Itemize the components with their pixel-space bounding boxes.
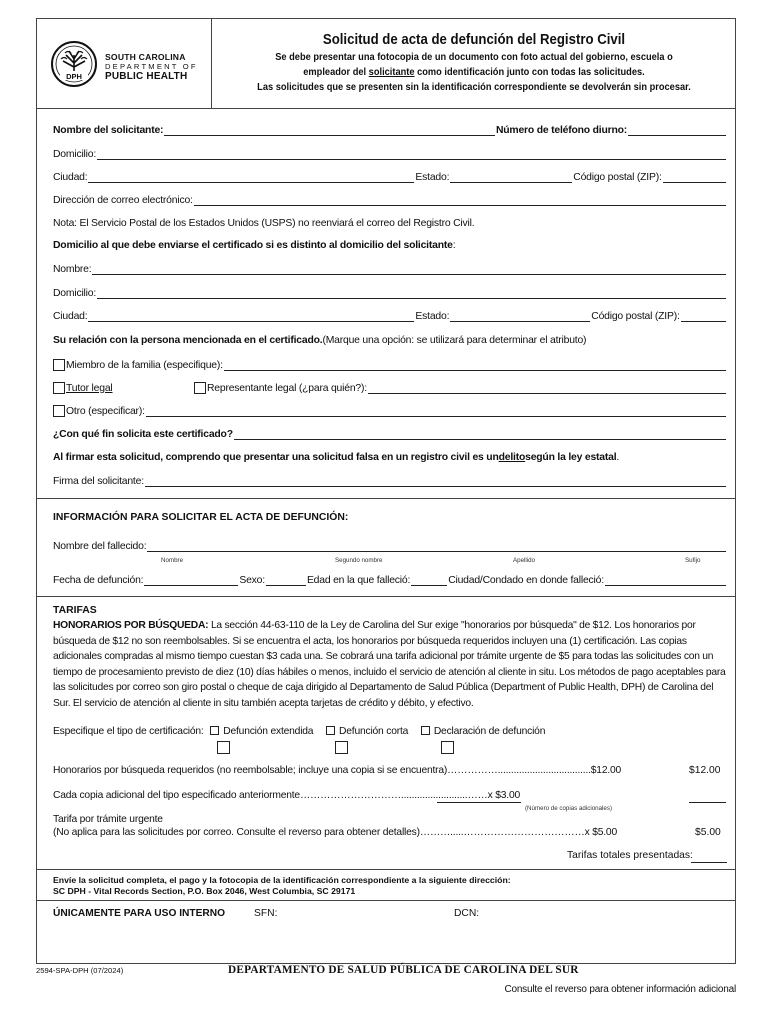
- purpose-row: [53, 429, 727, 440]
- dcn-label: DCN:: [454, 908, 480, 919]
- death-declaration-label: Declaración de defunción: [433, 726, 546, 737]
- other-relationship-label: Otro (especificar):: [66, 406, 145, 417]
- mail-name-row: [53, 264, 727, 275]
- department-name: DEPARTAMENTO DE SALUD PÚBLICA DE CAROLINA DEL SUR: [228, 964, 579, 976]
- certificate-type-row: [53, 726, 545, 737]
- usps-note: [53, 218, 727, 229]
- search-fees-heading: HONORARIOS POR BÚSQUEDA:: [53, 620, 209, 631]
- form-title: Solicitud de acta de defunción del Registro Civil: [322, 31, 626, 48]
- family-member-field[interactable]: [224, 360, 726, 371]
- relationship-question-note: (Marque una opción: se utilizará para determinar el atributo): [322, 335, 587, 346]
- family-member-label: Miembro de la familia (especifique):: [66, 360, 223, 371]
- subtitle-line-1: Se debe presentar una fotocopia de un documento con foto actual del gobierno, escuela o: [275, 52, 673, 63]
- deceased-name-row: [53, 541, 727, 552]
- short-death-checkbox-small[interactable]: [326, 726, 335, 735]
- applicant-city-row: [53, 172, 727, 183]
- other-relationship-checkbox[interactable]: [53, 405, 65, 417]
- internal-use-label: ÚNICAMENTE PARA USO INTERNO: [53, 908, 226, 919]
- applicant-address-label: Domicilio:: [53, 149, 97, 160]
- deceased-name-label: Nombre del fallecido:: [53, 541, 147, 552]
- mail-address-field[interactable]: [97, 288, 726, 299]
- fees-heading: TARIFAS: [53, 605, 97, 616]
- extended-death-checkbox[interactable]: [217, 741, 230, 754]
- subtitle-line-3: Las solicitudes que se presenten sin la identificación correspondiente se devolverán sin procesar.: [257, 82, 691, 93]
- form-code: 2594-SPA-DPH (07/2024): [36, 966, 124, 975]
- mail-address-row: [53, 288, 727, 299]
- additional-copies-line: Cada copia adicional del tipo especificado anteriormente………………………….........................……x $3.00: [53, 790, 521, 801]
- legal-representative-checkbox[interactable]: [194, 382, 206, 394]
- applicant-state-label: Estado:: [415, 172, 450, 183]
- logo-block: [37, 19, 212, 109]
- extended-death-checkbox-small[interactable]: [210, 726, 219, 735]
- logo-line-2: DEPARTMENT OF: [105, 62, 198, 71]
- deceased-name-field[interactable]: [147, 541, 726, 552]
- usps-note-text: Nota: El Servicio Postal de los Estados Unidos (USPS) no reenviará el correo del Registro Civil.: [53, 218, 475, 229]
- section-divider: [37, 900, 735, 901]
- seal-text: DPH: [66, 72, 82, 81]
- applicant-name-label: Nombre del solicitante:: [53, 125, 164, 136]
- extended-death-label: Defunción extendida: [223, 726, 314, 737]
- mailing-instructions: [53, 875, 511, 897]
- subtitle-text: empleador del: [303, 67, 369, 78]
- subtitle-underlined: solicitante: [368, 67, 415, 78]
- applicant-city-label: Ciudad:: [53, 172, 88, 183]
- legal-guardian-label: Tutor legal: [66, 383, 113, 394]
- attestation-underlined: delito: [498, 452, 526, 463]
- reverse-side-note: Consulte el reverso para obtener información adicional: [504, 984, 736, 995]
- short-death-checkbox[interactable]: [335, 741, 348, 754]
- additional-copies-caption: (Número de copias adicionales): [525, 805, 613, 812]
- mailing-address: SC DPH - Vital Records Section, P.O. Box 2046, West Columbia, SC 29171: [53, 886, 356, 896]
- date-of-death-label: Fecha de defunción:: [53, 575, 144, 586]
- daytime-phone-field[interactable]: [628, 125, 726, 136]
- subtitle-text: como identificación junto con todas las solicitudes.: [414, 67, 645, 78]
- date-of-death-field[interactable]: [144, 575, 238, 586]
- family-member-checkbox[interactable]: [53, 359, 65, 371]
- applicant-address-field[interactable]: [97, 149, 726, 160]
- search-fees-text: La sección 44-63-110 de la Ley de Carolina del Sur exige "honorarios por búsqueda" de $12. Los honorarios por búsqueda de $12 no son reembolsables. Si se encuentra el acta, los honorarios por búsqueda requeridos incluyen una (1) certificación. Las copias adicionales compradas al mismo tiempo cuestan $3 cada una. Se cobrará una tarifa adicional por trámite urgente de $5 para todas las solicitudes con un tiempo de procesamiento previsto de diez (10) días hábiles o menos, incluido el servicio de atención al cliente in situ. Los métodos de pago aceptables para las solicitudes por correo son giro postal o cheque de caja dirigido al Departamento de Salud Pública (Department of Public Health, DPH) de Carolina del Sur. El servicio de atención al cliente in situ también acepta tarjetas de crédito y débito, y efectivo.: [53, 620, 726, 709]
- signature-label: Firma del solicitante:: [53, 476, 144, 487]
- applicant-email-label: Dirección de correo electrónico:: [53, 195, 193, 206]
- mail-to-heading: [53, 240, 727, 251]
- title-area: [213, 19, 735, 109]
- applicant-city-field[interactable]: [88, 172, 414, 183]
- section-divider: [37, 869, 735, 870]
- attestation-text: Al firmar esta solicitud, comprendo que presentar una solicitud falsa en un registro civil es un: [53, 452, 499, 463]
- mail-state-field[interactable]: [450, 311, 590, 322]
- death-info-heading: INFORMACIÓN PARA SOLICITAR EL ACTA DE DEFUNCIÓN:: [53, 512, 349, 523]
- applicant-zip-label: Código postal (ZIP):: [573, 172, 662, 183]
- search-fee-total: $12.00: [689, 765, 721, 776]
- applicant-email-row: [53, 195, 727, 206]
- mailing-instructions-line-1: Envíe la solicitud completa, el pago y la fotocopia de la identificación correspondiente a la siguiente dirección:: [53, 875, 511, 885]
- mail-to-heading-text: Domicilio al que debe enviarse el certificado si es distinto al domicilio del solicitante: [53, 240, 453, 251]
- mail-to-heading-colon: :: [452, 240, 456, 251]
- certificate-type-label: Especifique el tipo de certificación:: [53, 726, 204, 737]
- relationship-question: [53, 335, 727, 346]
- relationship-question-text: Su relación con la persona mencionada en el certificado.: [53, 335, 323, 346]
- subtitle-line-2: [239, 65, 709, 80]
- search-fee-line: Honorarios por búsqueda requeridos (no reembolsable; incluye una copia si se encuentra)……………...................................$12.00: [53, 765, 622, 776]
- purpose-label: ¿Con qué fin solicita este certificado?: [53, 429, 233, 440]
- short-death-label: Defunción corta: [339, 726, 409, 737]
- applicant-address-row: [53, 149, 727, 160]
- guardian-row: [53, 382, 727, 394]
- applicant-state-field[interactable]: [450, 172, 572, 183]
- application-form: [36, 18, 736, 964]
- search-fees-paragraph: [53, 618, 729, 712]
- applicant-name-field[interactable]: [164, 125, 495, 136]
- place-of-death-label: Ciudad/Condado en donde falleció:: [448, 575, 604, 586]
- section-divider: [37, 596, 735, 597]
- applicant-zip-field[interactable]: [663, 172, 726, 183]
- sub-label-middle-name: Segundo nombre: [335, 557, 383, 564]
- sex-label: Sexo:: [239, 575, 265, 586]
- mail-address-label: Domicilio:: [53, 288, 97, 299]
- logo-line-3: PUBLIC HEALTH: [105, 71, 188, 82]
- family-member-row: [53, 359, 727, 371]
- death-declaration-checkbox-small[interactable]: [421, 726, 430, 735]
- logo-line-1: SOUTH CAROLINA: [105, 52, 186, 62]
- mail-name-label: Nombre:: [53, 264, 92, 275]
- sfn-label: SFN:: [254, 908, 278, 919]
- mail-zip-field[interactable]: [681, 311, 726, 322]
- other-relationship-row: [53, 405, 727, 417]
- sub-label-first-name: Nombre: [161, 557, 184, 564]
- total-fees-field[interactable]: [691, 851, 727, 863]
- attestation-period: .: [616, 452, 620, 463]
- logo-wordmark: [105, 52, 198, 82]
- mail-city-label: Ciudad:: [53, 311, 88, 322]
- death-declaration-checkbox[interactable]: [441, 741, 454, 754]
- additional-copies-total-field[interactable]: [689, 791, 726, 803]
- legal-representative-field[interactable]: [368, 383, 726, 394]
- attestation-text: según la ley estatal: [525, 452, 617, 463]
- rush-fee-title: Tarifa por trámite urgente: [53, 814, 163, 825]
- section-divider: [37, 498, 735, 499]
- other-relationship-field[interactable]: [146, 406, 726, 417]
- form-subtitle: [239, 50, 709, 95]
- dph-seal-icon: [51, 41, 97, 87]
- place-of-death-field[interactable]: [605, 575, 726, 586]
- sex-field[interactable]: [266, 575, 306, 586]
- mail-state-label: Estado:: [415, 311, 450, 322]
- total-fees-label: Tarifas totales presentadas:: [567, 850, 693, 861]
- form-header: [37, 19, 735, 109]
- legal-guardian-checkbox[interactable]: [53, 382, 65, 394]
- purpose-field[interactable]: [234, 429, 726, 440]
- applicant-name-row: [53, 125, 727, 136]
- applicant-email-field[interactable]: [194, 195, 726, 206]
- death-details-row: [53, 575, 727, 586]
- age-at-death-field[interactable]: [411, 575, 447, 586]
- mail-city-field[interactable]: [88, 311, 414, 322]
- legal-representative-label: Representante legal (¿para quién?):: [207, 383, 367, 394]
- age-at-death-label: Edad en la que falleció:: [306, 575, 411, 586]
- sub-label-suffix: Sufijo: [685, 557, 701, 564]
- mail-zip-label: Código postal (ZIP):: [591, 311, 680, 322]
- sub-label-last-name: Apellido: [513, 557, 536, 564]
- rush-fee-total: $5.00: [695, 827, 721, 838]
- daytime-phone-label: Número de teléfono diurno:: [495, 125, 627, 136]
- mail-city-row: [53, 311, 727, 322]
- rush-fee-line: (No aplica para las solicitudes por correo. Consulte el reverso para obtener detalles)……….....………………………………x $5.00: [53, 827, 617, 838]
- mail-name-field[interactable]: [92, 264, 726, 275]
- attestation-statement: [53, 452, 727, 463]
- additional-copies-field[interactable]: [437, 791, 521, 803]
- signature-field[interactable]: [145, 476, 726, 487]
- signature-row: [53, 476, 727, 487]
